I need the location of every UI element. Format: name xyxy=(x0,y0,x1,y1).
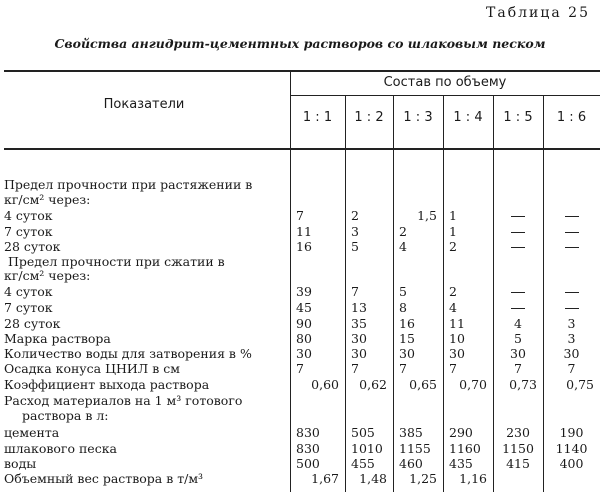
column-divider xyxy=(543,96,544,492)
table-cell: 1160 xyxy=(449,441,481,456)
table-cell: 7 xyxy=(351,284,359,299)
ratio-header: 1 : 5 xyxy=(503,110,533,125)
table-cell: 30 xyxy=(399,346,415,361)
dash-mark xyxy=(511,247,525,249)
table-cell: 2 xyxy=(449,239,457,254)
table-cell: 455 xyxy=(351,456,375,471)
table-cell: 7 xyxy=(296,361,304,376)
row-label: шлакового песка xyxy=(4,441,117,456)
table-cell: 290 xyxy=(449,425,473,440)
table-cell: 30 xyxy=(510,346,526,361)
table-cell xyxy=(549,286,594,299)
table-cell: 0,73 xyxy=(509,377,537,392)
dash-mark xyxy=(565,292,579,294)
table-cell: 30 xyxy=(351,346,367,361)
row-label: Расход материалов на 1 м³ готового xyxy=(4,393,243,408)
table-title: Свойства ангидрит-цементных растворов со шлаковым песком xyxy=(54,36,546,51)
table-cell: 0,75 xyxy=(566,377,594,392)
table-cell: 3 xyxy=(351,224,359,239)
dash-mark xyxy=(511,232,525,234)
table-cell: 1140 xyxy=(555,441,588,456)
ratio-header: 1 : 1 xyxy=(302,110,333,125)
dash-mark xyxy=(511,308,525,310)
column-divider xyxy=(393,96,394,492)
dash-mark xyxy=(565,247,579,249)
row-label: цемента xyxy=(4,425,60,440)
table-cell: 190 xyxy=(559,425,584,440)
table-cell: 7 xyxy=(399,361,407,376)
table-cell: 11 xyxy=(296,224,312,239)
table-cell: 80 xyxy=(296,331,312,346)
table-cell: 1 xyxy=(449,208,457,223)
row-label: Предел прочности при растяжении в xyxy=(4,177,253,192)
table-cell: 5 xyxy=(351,239,359,254)
table-cell: 39 xyxy=(296,284,312,299)
dash-mark xyxy=(511,292,525,294)
row-label: воды xyxy=(4,456,37,471)
table-cell: 400 xyxy=(559,456,584,471)
row-label: Коэффициент выхода раствора xyxy=(4,377,210,392)
row-label: 4 суток xyxy=(4,284,53,299)
table-cell: 30 xyxy=(296,346,312,361)
table-cell: 505 xyxy=(351,425,375,440)
table-cell: 500 xyxy=(296,456,320,471)
column-divider xyxy=(443,96,444,492)
table-cell: 4 xyxy=(399,239,407,254)
table-cell: 2 xyxy=(351,208,359,223)
table-cell: 7 xyxy=(514,361,522,376)
table-cell: 7 xyxy=(296,208,304,223)
table-cell: 1,48 xyxy=(359,471,387,486)
table-cell: 7 xyxy=(351,361,359,376)
table-cell: 4 xyxy=(449,300,457,315)
ratio-header: 1 : 3 xyxy=(403,110,433,125)
table-cell: 1 xyxy=(449,224,457,239)
column-divider xyxy=(493,96,494,492)
table-cell xyxy=(499,302,537,315)
row-label: кг/см² через: xyxy=(4,192,91,207)
table-cell: 5 xyxy=(399,284,407,299)
composition-underline xyxy=(290,95,600,96)
table-cell: 1,67 xyxy=(311,471,339,486)
table-cell: 460 xyxy=(399,456,423,471)
dash-mark xyxy=(565,216,579,218)
dash-mark xyxy=(565,308,579,310)
row-label: Количество воды для затворения в % xyxy=(4,346,252,361)
table-cell: 16 xyxy=(399,316,415,331)
table-cell: 0,60 xyxy=(311,377,339,392)
dash-mark xyxy=(511,216,525,218)
table-cell: 1,16 xyxy=(459,471,487,486)
table-cell: 1155 xyxy=(399,441,431,456)
table-cell: 10 xyxy=(449,331,465,346)
table-cell: 415 xyxy=(506,456,530,471)
table-cell: 230 xyxy=(506,425,530,440)
table-cell: 385 xyxy=(399,425,423,440)
composition-header: Состав по объему xyxy=(383,75,507,90)
row-label: 7 суток xyxy=(4,224,53,239)
table-cell: 435 xyxy=(449,456,473,471)
table-cell: 1150 xyxy=(502,441,534,456)
ratio-header: 1 : 6 xyxy=(556,110,587,125)
table-cell: 8 xyxy=(399,300,407,315)
header-bottom-rule xyxy=(4,148,600,150)
table-number: Таблица 25 xyxy=(486,5,590,21)
table-cell xyxy=(549,226,594,239)
table-cell: 4 xyxy=(514,316,522,331)
indicators-header: Показатели xyxy=(103,97,185,112)
table-cell: 16 xyxy=(296,239,312,254)
table-cell xyxy=(499,210,537,223)
table-cell: 830 xyxy=(296,441,320,456)
table-cell: 1,25 xyxy=(409,471,437,486)
table-cell: 1,5 xyxy=(417,208,437,223)
table-cell: 30 xyxy=(449,346,465,361)
table-cell: 90 xyxy=(296,316,312,331)
table-cell: 0,65 xyxy=(409,377,437,392)
row-label: кг/см² через: xyxy=(4,268,91,283)
table-cell: 3 xyxy=(567,316,576,331)
row-label: 4 суток xyxy=(4,208,53,223)
table-cell: 35 xyxy=(351,316,367,331)
table-cell: 3 xyxy=(567,331,576,346)
table-cell: 2 xyxy=(449,284,457,299)
table-cell: 0,70 xyxy=(459,377,487,392)
table-cell: 7 xyxy=(567,361,576,376)
table-cell xyxy=(499,226,537,239)
table-cell xyxy=(499,241,537,254)
table-cell: 2 xyxy=(399,224,407,239)
table-cell xyxy=(499,286,537,299)
table-cell: 1010 xyxy=(351,441,383,456)
table-cell xyxy=(549,210,594,223)
ratio-header: 1 : 2 xyxy=(354,110,384,125)
row-label: 28 суток xyxy=(4,316,61,331)
row-label: 28 суток xyxy=(4,239,61,254)
table-cell: 7 xyxy=(449,361,457,376)
row-label: 7 суток xyxy=(4,300,53,315)
top-rule xyxy=(4,70,600,72)
table-cell: 5 xyxy=(514,331,522,346)
table-cell: 830 xyxy=(296,425,320,440)
dash-mark xyxy=(565,232,579,234)
table-cell: 11 xyxy=(449,316,465,331)
table-cell: 15 xyxy=(399,331,415,346)
table-cell: 13 xyxy=(351,300,367,315)
table-cell xyxy=(549,302,594,315)
ratio-header: 1 : 4 xyxy=(453,110,483,125)
column-divider xyxy=(345,96,346,492)
row-label: Осадка конуса ЦНИЛ в см xyxy=(4,361,180,376)
column-divider xyxy=(290,72,291,492)
table-cell: 30 xyxy=(351,331,367,346)
table-cell: 0,62 xyxy=(359,377,387,392)
row-label: раствора в л: xyxy=(22,408,109,423)
row-label: Объемный вес раствора в т/м³ xyxy=(4,471,204,486)
row-label: Марка раствора xyxy=(4,331,111,346)
row-label: Предел прочности при сжатии в xyxy=(8,254,225,269)
table-cell: 30 xyxy=(563,346,580,361)
table-cell: 45 xyxy=(296,300,312,315)
table-cell xyxy=(549,241,594,254)
